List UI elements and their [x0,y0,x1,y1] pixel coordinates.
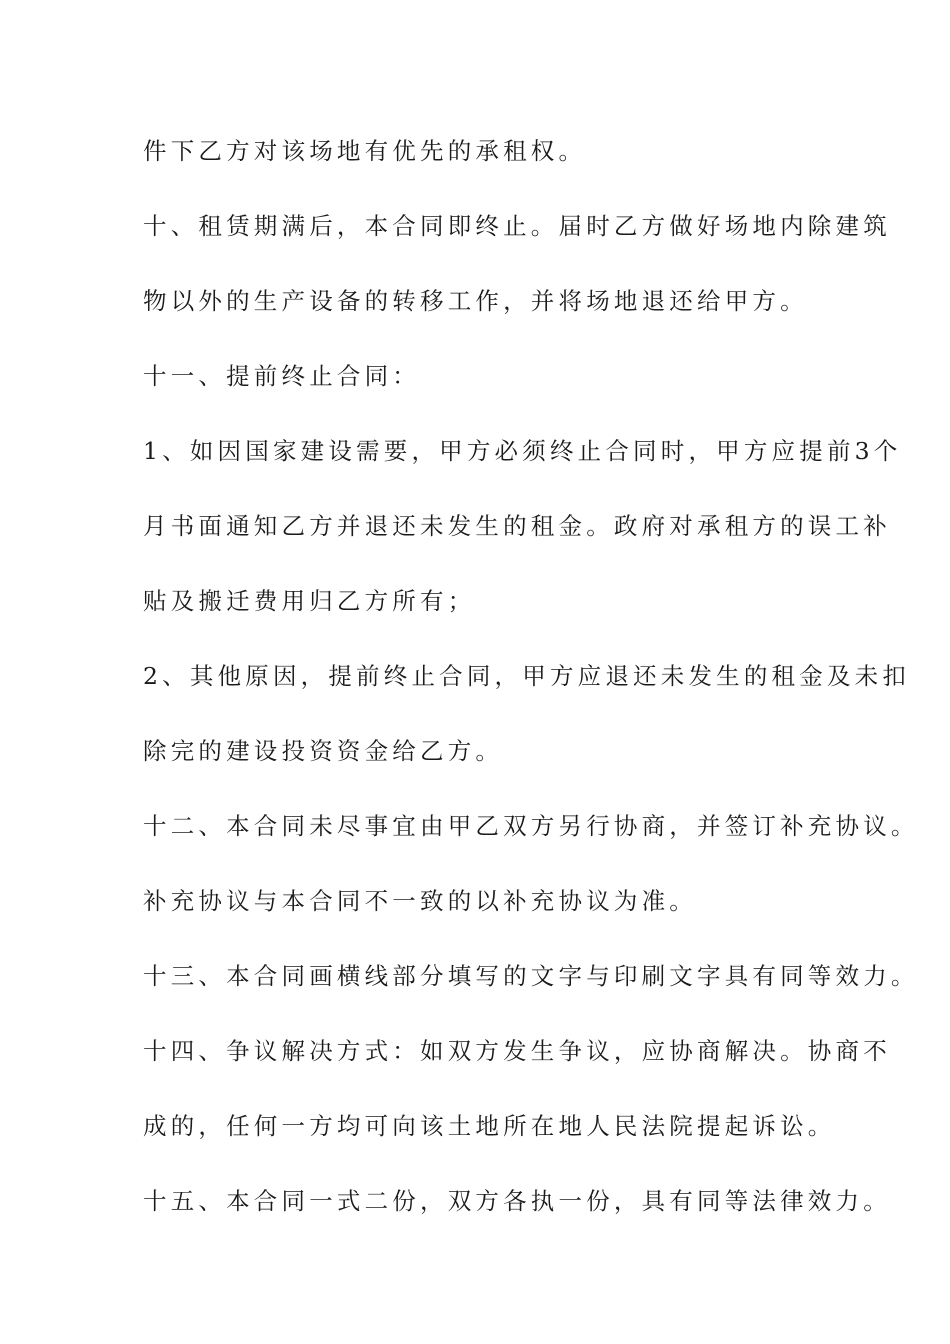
body-text-line: 物以外的生产设备的转移工作，并将场地退还给甲方。 [143,287,808,315]
body-text-line: 件下乙方对该场地有优先的承租权。 [143,137,587,165]
clause-10-line: 十、租赁期满后，本合同即终止。届时乙方做好场地内除建筑 [143,212,891,240]
clause-11-heading: 十一、提前终止合同： [143,362,420,390]
item-1-line: 1、如因国家建设需要，甲方必须终止合同时，甲方应提前3个 [143,437,902,465]
clause-13-line: 十三、本合同画横线部分填写的文字与印刷文字具有同等效力。 [143,962,919,990]
clause-14-line: 十四、争议解决方式：如双方发生争议，应协商解决。协商不 [143,1037,891,1065]
body-text-line: 月书面通知乙方并退还未发生的租金。政府对承租方的误工补 [143,512,891,540]
body-text-line: 补充协议与本合同不一致的以补充协议为准。 [143,887,697,915]
clause-12-line: 十二、本合同未尽事宜由甲乙双方另行协商，并签订补充协议。 [143,812,919,840]
item-2-line: 2、其他原因，提前终止合同，甲方应退还未发生的租金及未扣 [143,662,911,690]
body-text-line: 除完的建设投资资金给乙方。 [143,737,504,765]
clause-15-line: 十五、本合同一式二份，双方各执一份，具有同等法律效力。 [143,1187,891,1215]
body-text-line: 贴及搬迁费用归乙方所有； [143,587,476,615]
body-text-line: 成的，任何一方均可向该土地所在地人民法院提起诉讼。 [143,1112,836,1140]
